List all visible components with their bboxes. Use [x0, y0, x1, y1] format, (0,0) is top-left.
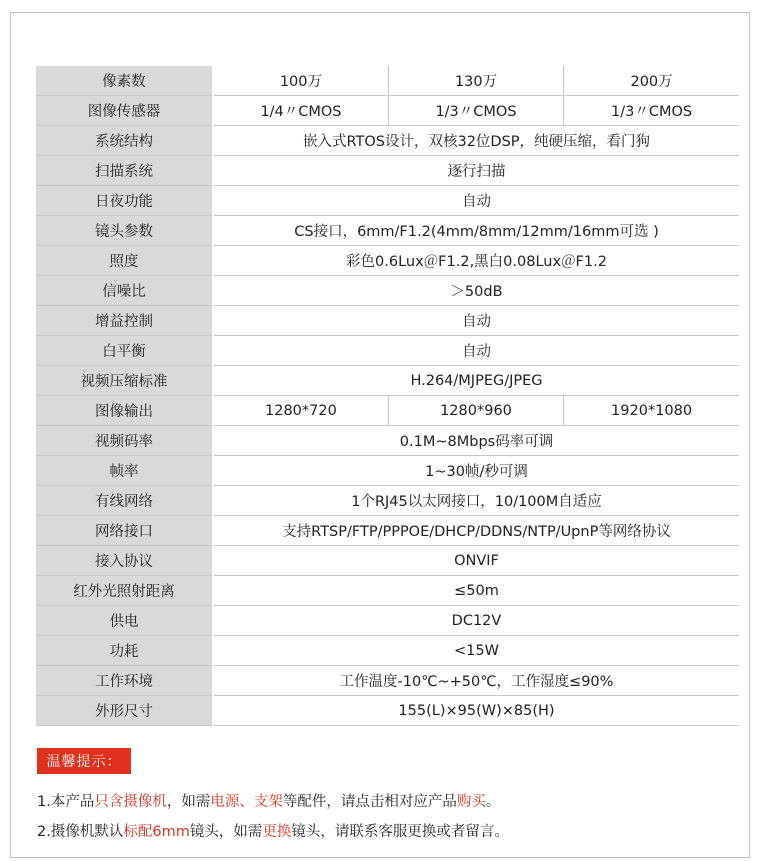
row-label: 网络接口: [36, 516, 213, 546]
row-label: 增益控制: [36, 306, 213, 336]
table-row: [36, 306, 739, 336]
table-row: [36, 516, 739, 546]
row-label: 有线网络: [36, 486, 213, 516]
spec-table: [36, 66, 739, 726]
cell-value: 1~30帧/秒可调: [213, 456, 739, 486]
note-text: 1.本产品: [37, 794, 95, 810]
cell-value: ＞50dB: [213, 276, 739, 306]
cell-value: <15W: [213, 636, 739, 666]
row-label: 扫描系统: [36, 156, 213, 186]
tip-badge: 温馨提示：: [37, 748, 131, 774]
table-row: [36, 576, 739, 606]
table-row: [36, 546, 739, 576]
table-row: [36, 336, 739, 366]
cell-value: ≤50m: [213, 576, 739, 606]
note-text: 等配件，请点击相对应产品: [282, 794, 457, 810]
table-row: [36, 366, 739, 396]
row-label: 照度: [36, 246, 213, 276]
cell-value: 自动: [213, 306, 739, 336]
table-row: [36, 696, 739, 726]
note-text: 镜头，请联系客服更换或者留言。: [291, 824, 509, 840]
row-label: 供电: [36, 606, 213, 636]
row-label: 视频压缩标准: [36, 366, 213, 396]
cell-value: ONVIF: [213, 546, 739, 576]
table-row: [36, 186, 739, 216]
cell-value: 200万: [564, 66, 739, 96]
cell-value: 1/3〃CMOS: [564, 96, 739, 126]
cell-value: 自动: [213, 336, 739, 366]
note-line-1: [37, 790, 500, 811]
row-label: 功耗: [36, 636, 213, 666]
table-row: [36, 606, 739, 636]
table-row: [36, 276, 739, 306]
cell-value: DC12V: [213, 606, 739, 636]
cell-value: CS接口，6mm/F1.2(4mm/8mm/12mm/16mm可选 ): [213, 216, 739, 246]
cell-value: 自动: [213, 186, 739, 216]
row-label: 外形尺寸: [36, 696, 213, 726]
note-highlight: 标配6mm: [123, 824, 190, 840]
note-highlight: 只含摄像机: [94, 794, 167, 810]
table-row: [36, 246, 739, 276]
cell-value: 1/3〃CMOS: [388, 96, 563, 126]
row-label: 红外光照射距离: [36, 576, 213, 606]
cell-value: 0.1M~8Mbps码率可调: [213, 426, 739, 456]
note-highlight: 更换: [262, 824, 292, 840]
note-text: 2.摄像机默认: [37, 824, 124, 840]
table-row: [36, 636, 739, 666]
cell-value: 逐行扫描: [213, 156, 739, 186]
cell-value: 100万: [213, 66, 388, 96]
cell-value: 1280*960: [388, 396, 563, 426]
table-row: [36, 96, 739, 126]
row-label: 接入协议: [36, 546, 213, 576]
note-text: ，如需: [166, 794, 211, 810]
row-label: 日夜功能: [36, 186, 213, 216]
cell-value: 嵌入式RTOS设计，双核32位DSP，纯硬压缩，看门狗: [213, 126, 739, 156]
table-row: [36, 426, 739, 456]
row-label: 白平衡: [36, 336, 213, 366]
cell-value: 工作温度-10℃~+50℃，工作湿度≤90%: [213, 666, 739, 696]
row-label: 视频码率: [36, 426, 213, 456]
table-row: [36, 456, 739, 486]
row-label: 图像输出: [36, 396, 213, 426]
note-text: 镜头，如需: [189, 824, 263, 840]
note-highlight: 购买: [456, 794, 486, 810]
table-row: [36, 66, 739, 96]
row-label: 像素数: [36, 66, 213, 96]
table-row: [36, 486, 739, 516]
table-row: [36, 216, 739, 246]
note-line-2: [37, 820, 509, 841]
cell-value: 1280*720: [213, 396, 388, 426]
cell-value: 1/4〃CMOS: [213, 96, 388, 126]
row-label: 帧率: [36, 456, 213, 486]
table-row: [36, 126, 739, 156]
row-label: 镜头参数: [36, 216, 213, 246]
cell-value: 1个RJ45以太网接口，10/100M自适应: [213, 486, 739, 516]
note-text: 。: [485, 794, 501, 810]
table-row: [36, 396, 739, 426]
row-label: 工作环境: [36, 666, 213, 696]
table-row: [36, 156, 739, 186]
cell-value: 155(L)×95(W)×85(H): [213, 696, 739, 726]
row-label: 系统结构: [36, 126, 213, 156]
cell-value: 1920*1080: [564, 396, 739, 426]
table-row: [36, 666, 739, 696]
note-highlight: 电源、支架: [210, 794, 283, 810]
cell-value: 彩色0.6Lux＠F1.2,黑白0.08Lux＠F1.2: [213, 246, 739, 276]
row-label: 信噪比: [36, 276, 213, 306]
row-label: 图像传感器: [36, 96, 213, 126]
cell-value: H.264/MJPEG/JPEG: [213, 366, 739, 396]
cell-value: 支持RTSP/FTP/PPPOE/DHCP/DDNS/NTP/UpnP等网络协议: [213, 516, 739, 546]
cell-value: 130万: [388, 66, 563, 96]
